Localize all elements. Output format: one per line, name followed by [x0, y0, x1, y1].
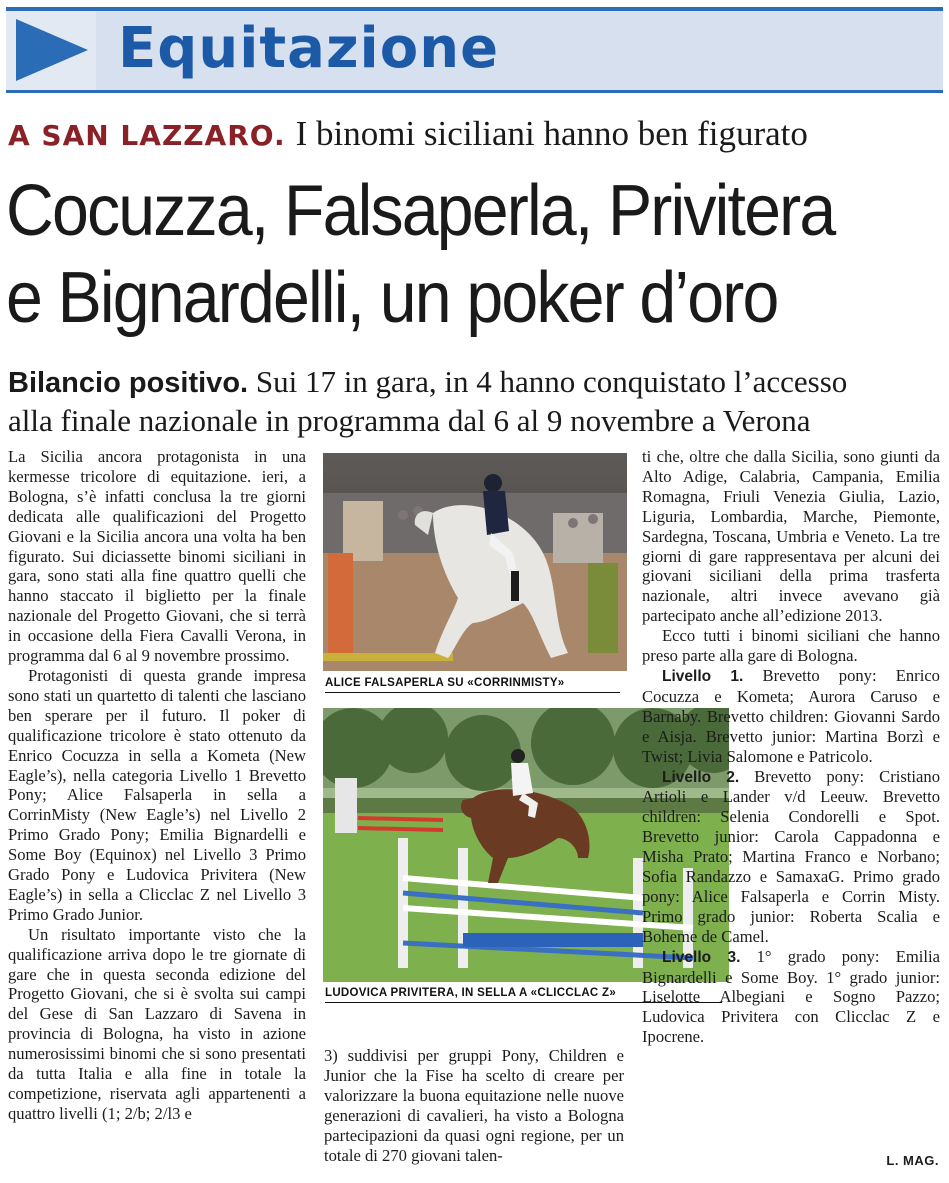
headline-line-1: Cocuzza, Falsaperla, Privitera: [6, 171, 835, 251]
headline: [6, 168, 871, 342]
photo-1-caption: ALICE FALSAPERLA SU «CORRINMISTY»: [325, 677, 620, 693]
level-3-label: Livello 3.: [662, 948, 741, 966]
section-arrow-icon: [6, 11, 96, 90]
body-column-1: [8, 447, 306, 1124]
kicker-text: I binomi siciliani hanno ben figurato: [295, 114, 808, 153]
subhead-line-2: alla finale nazionale in programma dal 6 al 9 novembre a Verona: [8, 403, 811, 438]
paragraph-result-cont: 3) suddivisi per gruppi Pony, Children e Junior che la Fise ha scelto di creare per valorizzare la buona equitazione nelle nuove generazioni di cavalieri, ha visto a Bologna partecipazioni da quasi ogni regione, per un totale di 270 giovani talen-: [324, 1046, 624, 1165]
kicker-label: A SAN LAZZARO.: [8, 119, 286, 152]
paragraph-intro: La Sicilia ancora protagonista in una kermesse tricolore di equitazione. ieri, a Bologna, s’è infatti conclusa la tre giorni dedicata alle qualificazioni del Progetto Giovani e la Sicilia ancora una volta ha ben figurato. Sui diciassette binomi siciliani in gara, sono stati alla fine quattro quelli che hanno staccato il biglietto per la finale nazionale del Progetto Giovani, che si terrà in occasione della Fiera Cavalli Verona, in programma dal 6 al 9 novembre prossimo.: [8, 447, 306, 666]
level-1-label: Livello 1.: [662, 667, 744, 685]
subheadline: [8, 363, 948, 439]
section-header: [6, 7, 943, 93]
level-2-text: Brevetto pony: Cristiano Artioli e Lander v/d Leeuw. Brevetto children: Selenia Condorelli e Spot. Brevetto junior: Carola Cappadonna e Misha Prato; Martina Franco e Norbano; Sofia Randazzo e SamaxaG. Primo grado pony: Alice Falsaperla e Corrin Misty. Primo grado junior: Roberta Scalia e Boheme de Camel.: [642, 766, 940, 946]
body-column-2: [324, 1046, 624, 1165]
paragraph-level-3: [642, 947, 940, 1048]
paragraph-level-2: [642, 767, 940, 947]
paragraph-level-1: [642, 666, 940, 767]
photo-alice-falsaperla: [323, 453, 627, 671]
paragraph-regions: ti che, oltre che dalla Sicilia, sono giunti da Alto Adige, Calabria, Campania, Emilia Romagna, Friuli Venezia Giulia, Lazio, Liguria, Lombardia, Marche, Piemonte, Sardegna, Toscana, Umbria e Veneto. La tre giorni di gare rappresentava per alcuni dei giovani siciliani della prima trasferta nazionale, altri invece avevano già partecipato anche all’edizione 2013.: [642, 447, 940, 626]
photo-2-caption: LUDOVICA PRIVITERA, IN SELLA A «CLICCLAC Z»: [325, 987, 722, 1003]
kicker: [8, 112, 808, 163]
body-column-3: [642, 447, 940, 1047]
paragraph-result: Un risultato importante visto che la qualificazione arriva dopo le tre giornate di gare che in questa seconda edizione del Progetto Giovani, che si è svolta sui campi del Gese di San Lazzaro di Savena in provincia di Bologna, ha visto in azione numerosissimi binomi che si sono presentati da tutta Italia e alla fine in totale la competizione, riservata agli appartenenti a quattro livelli (1; 2/b; 2/l3 e: [8, 924, 306, 1123]
section-title: Equitazione: [118, 16, 500, 81]
headline-line-2: e Bignardelli, un poker d’oro: [6, 258, 778, 338]
paragraph-protagonists: Protagonisti di questa grande impresa sono stati un quartetto di talenti che lasciano ben sperare per il futuro. Il poker di qualificazione tricolore è stato ottenuto da Enrico Cocuzza in sella a Kometa (New Eagle’s), nella categoria Livello 1 Brevetto Pony; Alice Falsaperla in sella a CorrinMisty (New Eagle’s) nel Livello 2 Primo Grado Pony; Emilia Bignardelli e Some Boy (Equinox) nel Livello 3 Primo Grado Pony e Ludovica Privitera (New Eagle’s) in sella a Clicclac Z nel Livello 3 Primo Grado Junior.: [8, 665, 306, 924]
level-2-label: Livello 2.: [662, 768, 740, 786]
subhead-label: Bilancio positivo.: [8, 367, 249, 399]
level-1-text: Brevetto pony: Enrico Cocuzza e Kometa; Aurora Caruso e Barnaby. Brevetto children: Giovanni Sardo e Aisja. Brevetto junior: Martina Borzì e Twist; Livia Salomone e Patricolo.: [642, 665, 940, 766]
subhead-line-1: Sui 17 in gara, in 4 hanno conquistato l’accesso: [255, 364, 848, 399]
paragraph-list-intro: Ecco tutti i binomi siciliani che hanno preso parte alla gare di Bologna.: [642, 626, 940, 666]
author-signature: L. MAG.: [886, 1153, 939, 1168]
level-3-text: 1° grado pony: Emilia Bignardelli e Some Boy. 1° grado junior: Liselotte Albegiani e Sogno Pazzo; Ludovica Privitera con Clicclac Z e Ipocrene.: [642, 946, 940, 1047]
